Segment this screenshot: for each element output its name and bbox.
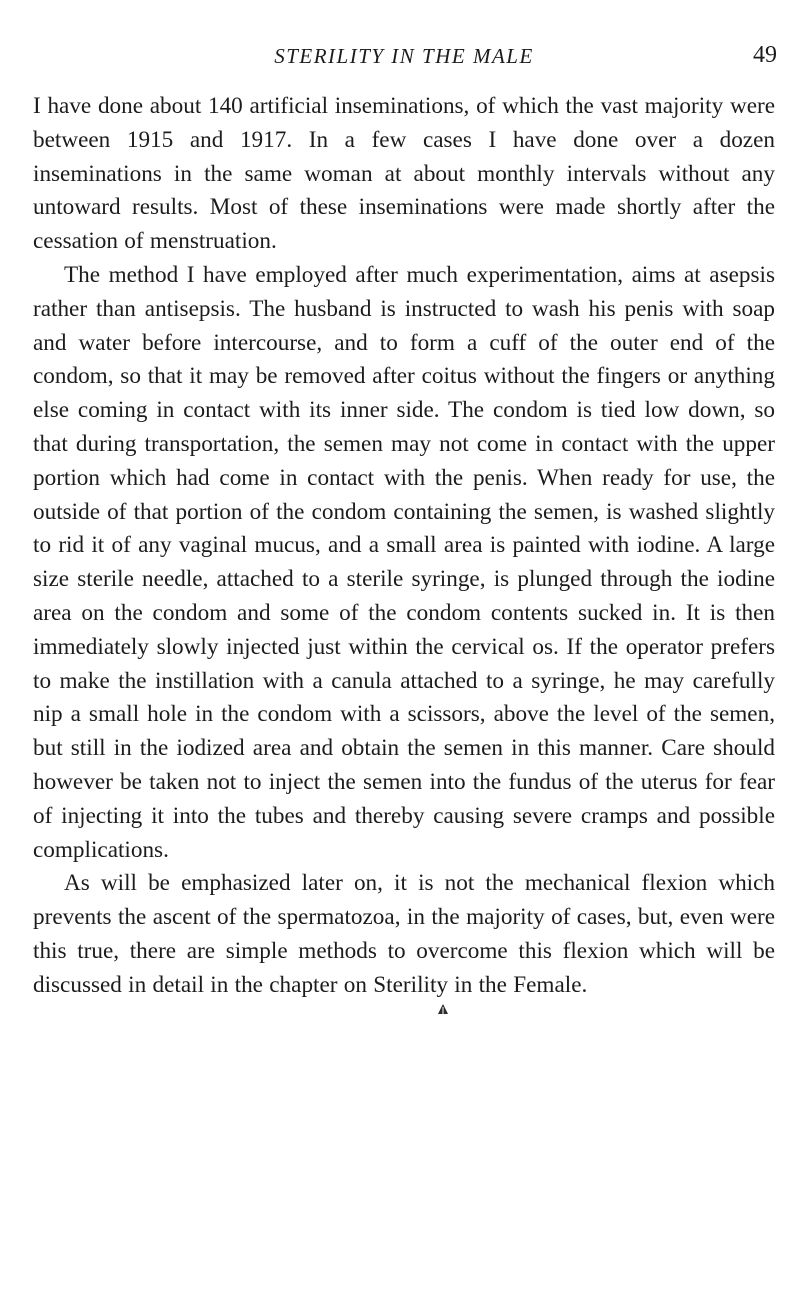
paragraph-2: The method I have employed after much experimentation, aims at asepsis rather than antisepsis. The husband is instructed to wash his penis with soap and water before intercourse, and to form a cuff of the outer end of the condom, so that it may be removed after coitus without the fingers or anything else coming in contact with its inner side. The condom is tied low down, so that during transportation, the semen may not come in contact with the upper portion which had come in contact with the penis. When ready for use, the outside of that portion of the condom containing the semen, is washed slightly to rid it of any vaginal mucus, and a small area is painted with iodine. A large size sterile needle, attached to a sterile syringe, is plunged through the iodine area on the condom and some of the condom contents sucked in. It is then immediately slowly injected just within the cervical os. If the operator prefers to make the instillation with a canula attached to a syringe, he may carefully nip a small hole in the condom with a scissors, above the level of the semen, but still in the iodized area and obtain the semen in this manner. Care should however be taken not to inject the semen into the fundus of the uterus for fear of injecting it into the tubes and thereby causing severe cramps and possible complications. [33, 261, 775, 863]
paragraph-3: As will be emphasized later on, it is not the mechanical flexion which prevents the ascent of the spermatozoa, in the majority of cases, but, even were this true, there are simple methods to overcome this flexion which will be discussed in detail in the chapter on Sterility in the Female. [33, 870, 775, 998]
paragraph-1: I have done about 140 artificial inseminations, of which the vast majority were between 1915 and 1917. In a few cases I have done over a dozen inseminations in the same woman at about monthly intervals without any untoward results. Most of these inseminations were made shortly after the cessation of menstruation. [33, 93, 775, 255]
signature-mark [33, 1003, 775, 1017]
body-text [33, 90, 775, 1003]
book-page [33, 40, 775, 1300]
page-number: 49 [753, 42, 777, 68]
running-head [33, 40, 775, 82]
running-title: STERILITY IN THE MALE [274, 44, 534, 68]
printer-signature-mark-icon [437, 1003, 449, 1015]
